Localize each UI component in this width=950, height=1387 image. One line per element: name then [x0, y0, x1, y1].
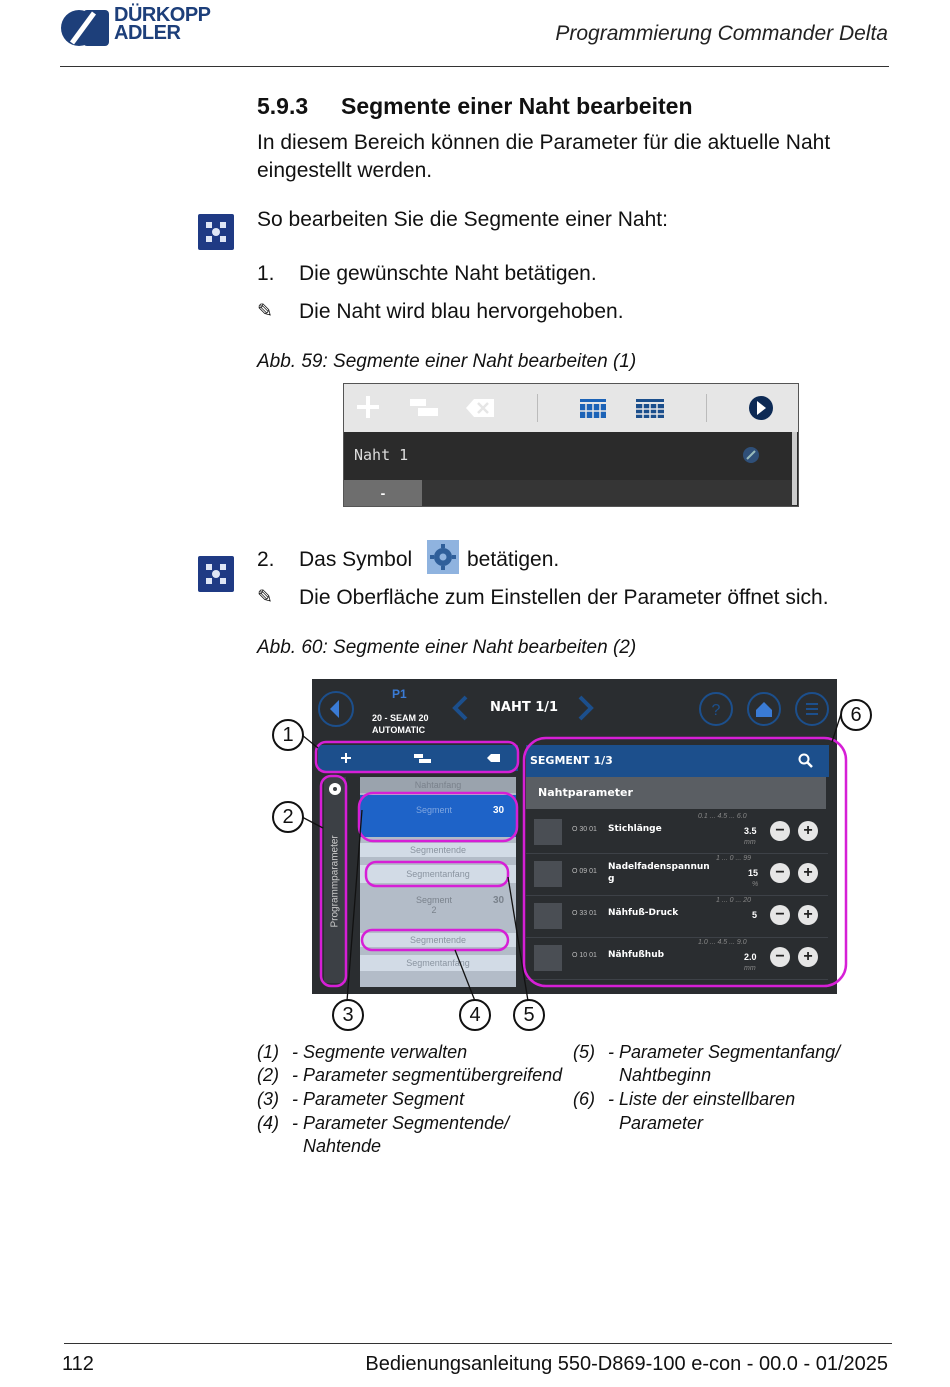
result-arrow-icon: ✎ — [257, 587, 273, 608]
callout-3: 3 — [332, 999, 364, 1031]
intro-text: In diesem Bereich können die Parameter für die aktuelle Naht eingestellt werden. — [257, 131, 831, 182]
legend-num: (6) — [573, 1089, 595, 1109]
procedure-lead: So bearbeiten Sie die Segmente einer Naht: — [257, 208, 668, 231]
seam-nav-label: NAHT 1/1 — [490, 700, 559, 715]
segment-header: SEGMENT 1/3 — [526, 745, 829, 777]
legend-num: (3) — [257, 1089, 279, 1109]
legend-text: - Segmente verwalten — [292, 1042, 468, 1062]
legend-text: - Parameter Segmentende/ — [292, 1113, 510, 1133]
segment-end-row-2[interactable]: Segmentende — [360, 933, 516, 947]
legend-text: - Parameter Segmentanfang/ — [608, 1042, 841, 1062]
legend-num: (2) — [257, 1065, 279, 1085]
callout-1: 1 — [272, 719, 304, 751]
segment-2-value: 30 — [493, 895, 505, 906]
step-2-text-before: Das Symbol — [299, 548, 413, 571]
segment-start-row-2[interactable]: Segmentanfang — [360, 955, 516, 971]
param-row[interactable]: O 30 01 Stichlänge 0.1 ... 4.5 ... 6.0 3.5 mm − + — [526, 811, 828, 854]
callout-2: 2 — [272, 801, 304, 833]
figure-60-caption: Abb. 60: Segmente einer Naht bearbeiten (2) — [257, 637, 637, 658]
legend-text: - Liste der einstellbaren — [608, 1089, 796, 1109]
footer-rule — [64, 1343, 892, 1344]
segment-2-label[interactable]: Segment 2 — [416, 895, 453, 915]
section-title: Segmente einer Naht bearbeiten — [341, 93, 693, 119]
legend-num: (5) — [573, 1042, 595, 1062]
page-number: 112 — [62, 1353, 94, 1375]
program-name: 20 - SEAM 20 AUTOMATIC — [372, 713, 429, 735]
brand-name: DÜRKOPP ADLER — [114, 4, 211, 44]
callout-5: 5 — [513, 999, 545, 1031]
legend-text: - Parameter Segment — [292, 1089, 465, 1109]
param-row[interactable]: O 33 01 Nähfuß-Druck 1 ... 0 ... 20 5 − + — [526, 895, 828, 938]
param-row[interactable]: O 10 01 Nähfußhub 1.0 ... 4.5 ... 9.0 2.0 mm − + — [526, 937, 828, 980]
figure-59-caption: Abb. 59: Segmente einer Naht bearbeiten (1) — [257, 351, 637, 372]
increase-button: + — [798, 821, 818, 841]
legend-text: - Parameter segmentübergreifend — [292, 1065, 563, 1085]
segment-1[interactable]: Segment 30 — [360, 795, 516, 837]
decrease-button: − — [770, 863, 790, 883]
step-2-number: 2. — [257, 548, 275, 571]
segment-end-row[interactable]: Segmentende — [360, 843, 516, 857]
decrease-button: − — [770, 905, 790, 925]
result-arrow-icon: ✎ — [257, 301, 273, 322]
step-2-text-after: betätigen. — [467, 548, 560, 571]
legend-num: (4) — [257, 1113, 279, 1133]
decrease-button: − — [770, 821, 790, 841]
increase-button: + — [798, 863, 818, 883]
legend-text-cont: Parameter — [619, 1113, 704, 1133]
increase-button: + — [798, 947, 818, 967]
step-1-number: 1. — [257, 262, 275, 285]
minus-button[interactable]: - — [344, 480, 422, 506]
step-1-text: Die gewünschte Naht betätigen. — [299, 262, 597, 285]
legend-text-cont: Nahtbeginn — [619, 1065, 712, 1085]
side-label: Programmparameter — [329, 835, 341, 928]
svg-text:?: ? — [711, 702, 721, 719]
param-row[interactable]: O 09 01 Nadelfadenspannun g 1 ... 0 ... 99 15 % − + — [526, 853, 828, 896]
step-1-result: Die Naht wird blau hervorgehoben. — [299, 300, 624, 323]
segment-start-row[interactable]: Segmentanfang — [360, 865, 516, 883]
callout-4: 4 — [459, 999, 491, 1031]
param-group-header[interactable]: Nahtparameter — [526, 777, 826, 809]
legend-text-cont: Nahtende — [303, 1136, 382, 1156]
legend-num: (1) — [257, 1042, 279, 1062]
page-header-title: Programmierung Commander Delta — [555, 22, 888, 45]
callout-6: 6 — [840, 699, 872, 731]
seam-start-row[interactable]: Nahtanfang — [360, 777, 516, 793]
program-number: P1 — [392, 687, 407, 701]
document-id: Bedienungsanleitung 550-D869-100 e-con - 00.0 - 01/2025 — [365, 1353, 888, 1375]
increase-button: + — [798, 905, 818, 925]
seam-label[interactable]: Naht 1 — [354, 446, 409, 464]
step-2-result: Die Oberfläche zum Einstellen der Parameter öffnet sich. — [299, 586, 829, 609]
section-number: 5.9.3 — [257, 93, 309, 119]
decrease-button: − — [770, 947, 790, 967]
